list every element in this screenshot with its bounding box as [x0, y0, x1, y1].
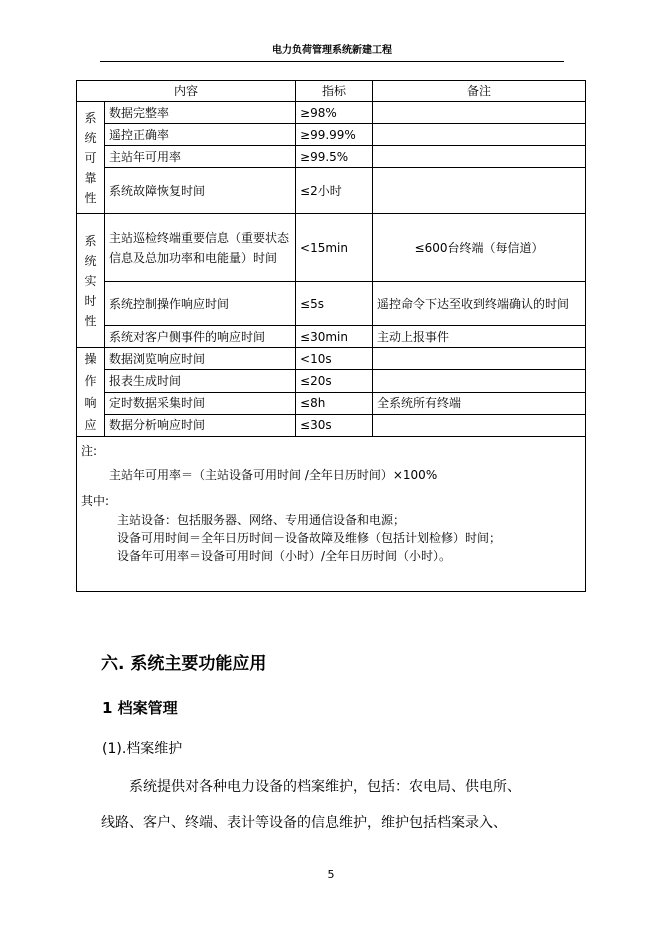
table-row — [77, 414, 586, 436]
table-row — [77, 102, 586, 124]
row-content: 数据浏览响应时间 — [105, 348, 296, 370]
column-header-content: 内容 — [77, 81, 296, 102]
performance-table — [76, 80, 586, 592]
row-content: 系统控制操作响应时间 — [105, 282, 296, 326]
row-metric: ≤8h — [296, 392, 373, 414]
note-where-label: 其中: — [81, 494, 110, 508]
column-header-note: 备注 — [373, 81, 586, 102]
item-heading: (1).档案维护 — [102, 741, 183, 757]
row-note — [373, 168, 586, 214]
category-realtime: 系统实时性 — [77, 214, 105, 348]
row-content: 主站巡检终端重要信息（重要状态信息及总加功率和电能量）时间 — [105, 214, 296, 282]
table-notes-row — [77, 437, 586, 592]
table-row — [77, 370, 586, 392]
body-paragraph — [101, 769, 571, 841]
row-metric: ≤5s — [296, 282, 373, 326]
row-metric: <15min — [296, 214, 373, 282]
row-content: 数据完整率 — [105, 102, 296, 124]
row-metric: ≤30min — [296, 326, 373, 348]
row-content: 主站年可用率 — [105, 146, 296, 168]
row-content: 系统对客户侧事件的响应时间 — [105, 326, 296, 348]
note-def-1: 主站设备：包括服务器、网络、专用通信设备和电源； — [117, 513, 406, 527]
table-row — [77, 326, 586, 348]
row-metric: <10s — [296, 348, 373, 370]
table-row — [77, 124, 586, 146]
row-metric: ≥98% — [296, 102, 373, 124]
table-row — [77, 348, 586, 370]
subsection-heading: 1 档案管理 — [102, 699, 178, 717]
row-note — [373, 102, 586, 124]
row-metric: ≤30s — [296, 414, 373, 436]
table-row — [77, 168, 586, 214]
row-note — [373, 414, 586, 436]
category-reliability: 系统可靠性 — [77, 102, 105, 214]
row-note — [373, 146, 586, 168]
table-row — [77, 282, 586, 326]
header-divider — [100, 61, 564, 62]
page-header: 电力负荷管理系统新建工程 — [272, 45, 392, 56]
row-note: 全系统所有终端 — [373, 392, 586, 414]
note-def-2: 设备可用时间＝全年日历时间－设备故障及维修（包括计划检修）时间； — [117, 531, 502, 545]
table-row — [77, 392, 586, 414]
row-content: 定时数据采集时间 — [105, 392, 296, 414]
page-number: 5 — [327, 868, 335, 881]
note-def-3: 设备年可用率＝设备可用时间（小时）/全年日历时间（小时）。 — [117, 549, 452, 563]
row-note — [373, 124, 586, 146]
table-header-row — [77, 81, 586, 102]
row-metric: ≤20s — [296, 370, 373, 392]
column-header-metric: 指标 — [296, 81, 373, 102]
category-operation-response: 操作响应 — [77, 348, 105, 437]
row-note — [373, 370, 586, 392]
row-content: 系统故障恢复时间 — [105, 168, 296, 214]
note-formula: 主站年可用率＝（主站设备可用时间 /全年日历时间）×100% — [109, 468, 438, 482]
row-content: 报表生成时间 — [105, 370, 296, 392]
row-note: 主动上报事件 — [373, 326, 586, 348]
row-metric: ≥99.99% — [296, 124, 373, 146]
paragraph-line-1: 系统提供对各种电力设备的档案维护，包括：农电局、供电所、 — [129, 779, 521, 795]
section-heading: 六. 系统主要功能应用 — [101, 654, 267, 674]
row-note: 遥控命令下达至收到终端确认的时间 — [373, 282, 586, 326]
table-row — [77, 214, 586, 282]
note-label: 注: — [81, 444, 98, 458]
row-content: 遥控正确率 — [105, 124, 296, 146]
table-row — [77, 146, 586, 168]
row-note: ≤600台终端（每信道） — [373, 214, 586, 282]
table-notes — [77, 437, 586, 592]
row-note — [373, 348, 586, 370]
row-content: 数据分析响应时间 — [105, 414, 296, 436]
row-metric: ≤2小时 — [296, 168, 373, 214]
paragraph-line-2: 线路、客户、终端、表计等设备的信息维护，维护包括档案录入、 — [101, 815, 507, 831]
row-metric: ≥99.5% — [296, 146, 373, 168]
